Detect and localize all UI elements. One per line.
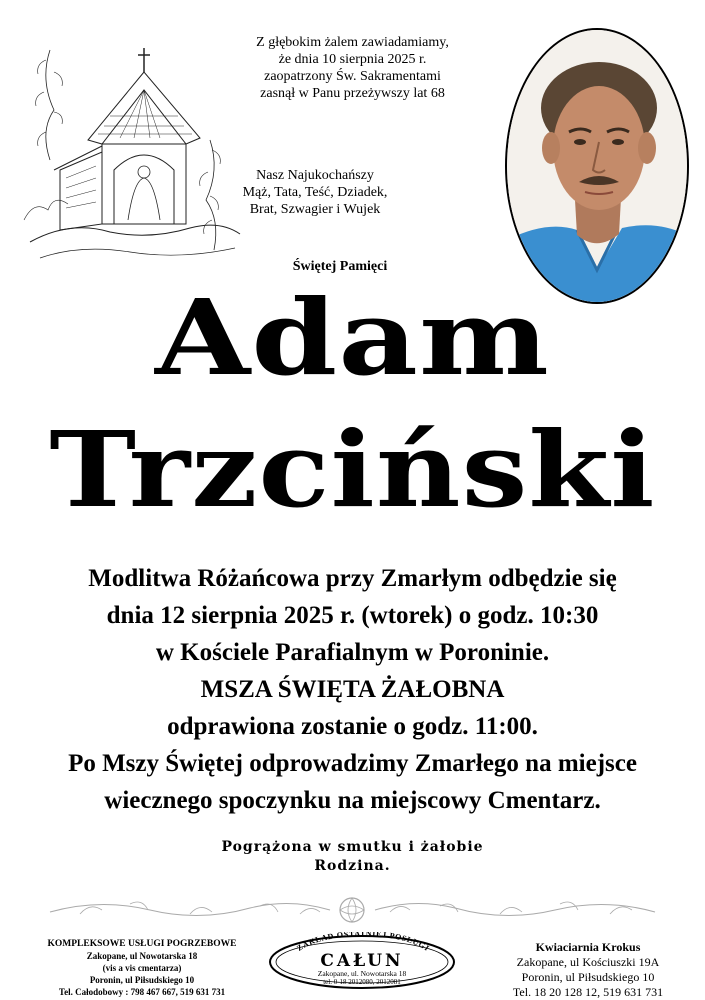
ceremony-line: wiecznego spoczynku na miejscowy Cmentarz.	[104, 787, 601, 814]
family-line: Brat, Szwagier i Wujek	[249, 202, 381, 217]
ceremony-line: MSZA ŚWIĘTA ŻAŁOBNA	[200, 676, 505, 703]
florist-title: Kwiaciarnia Krokus	[535, 940, 641, 954]
funeral-home-title: KOMPLEKSOWE USŁUGI POGRZEBOWE	[47, 939, 237, 949]
svg-text:ZAKŁAD OSTATNIEJ POSŁUGI	[295, 932, 431, 953]
family-roles	[225, 167, 405, 218]
deceased-last-name: Trzciński	[49, 408, 656, 531]
sign-off-line: Rodzina.	[314, 858, 391, 874]
family-line: Nasz Najukochańszy	[256, 168, 374, 183]
calun-name: CAŁUN	[320, 951, 404, 971]
family-line: Mąż, Tata, Teść, Dziadek,	[242, 185, 388, 200]
funeral-home-line: (vis a vis cmentarza)	[102, 963, 182, 973]
ceremony-line: w Kościele Parafialnym w Poroninie.	[155, 639, 550, 666]
deceased-first-name: Adam	[154, 276, 551, 399]
family-sign-off	[150, 838, 555, 876]
florist-line: Poronin, ul Piłsudskiego 10	[521, 970, 655, 984]
sign-off-line: Pogrążona w smutku i żałobie	[221, 839, 484, 855]
ceremony-details	[20, 560, 685, 819]
floral-ornament-divider	[40, 890, 665, 930]
intro-line: że dnia 10 sierpnia 2025 r.	[278, 52, 427, 67]
intro-line: zasnął w Panu przeżywszy lat 68	[260, 86, 445, 101]
funeral-home-phone: Tel. Całodobowy : 798 467 667, 519 631 731	[58, 987, 226, 997]
funeral-home-line: Zakopane, ul Nowotarska 18	[86, 951, 198, 961]
ceremony-line: Modlitwa Różańcowa przy Zmarłym odbędzie się	[88, 565, 617, 592]
deceased-portrait	[505, 28, 689, 304]
ceremony-line: Po Mszy Świętej odprowadzimy Zmarłego na miejsce	[68, 750, 637, 777]
intro-line: zaopatrzony Św. Sakramentami	[264, 69, 441, 84]
memory-label: Świętej Pamięci	[292, 259, 388, 274]
florist-line: Zakopane, ul Kościuszki 19A	[516, 955, 660, 969]
calun-phone: tel. 0-18 2012080, 2012081	[323, 978, 401, 986]
funeral-home-line: Poronin, ul Piłsudskiego 10	[89, 975, 195, 985]
ceremony-line: odprawiona zostanie o godz. 11:00.	[167, 713, 538, 740]
florist-info	[488, 940, 688, 1000]
funeral-home-info	[22, 938, 262, 998]
announcement-intro	[210, 34, 495, 102]
calun-arc-text: ZAKŁAD OSTATNIEJ POSŁUGI	[295, 932, 432, 953]
calun-address: Zakopane, ul. Nowotarska 18	[317, 969, 407, 978]
calun-logo	[265, 932, 460, 990]
intro-line: Z głębokim żalem zawiadamiamy,	[256, 35, 449, 50]
florist-phone: Tel. 18 20 128 12, 519 631 731	[512, 985, 664, 999]
ceremony-line: dnia 12 sierpnia 2025 r. (wtorek) o godz. 10:30	[106, 602, 599, 629]
